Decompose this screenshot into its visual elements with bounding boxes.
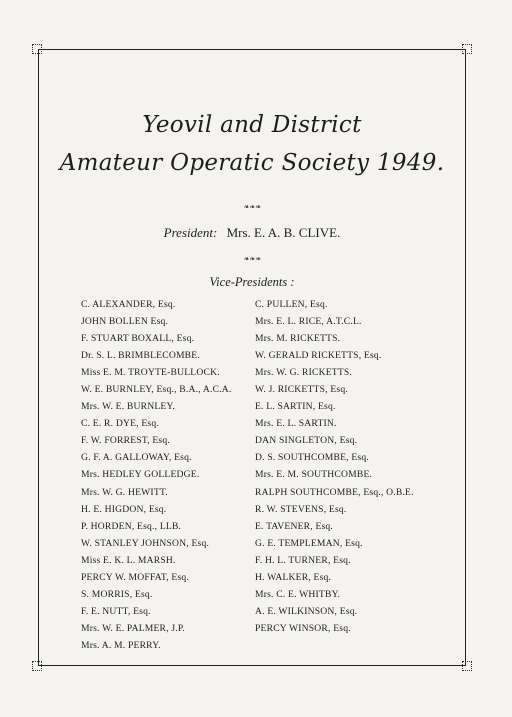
vice-president-name: S. MORRIS, Esq.	[81, 588, 153, 600]
vice-president-name: JOHN BOLLEN Esq.	[81, 316, 169, 328]
vice-president-name: E. L. SARTIN, Esq.	[255, 401, 336, 413]
ornament-divider: ❧❧❧	[243, 255, 261, 263]
vice-president-name: A. E. WILKINSON, Esq.	[255, 605, 358, 617]
vice-president-name: C. E. R. DYE, Esq.	[81, 418, 159, 430]
vice-president-name: Mrs. M. RICKETTS.	[255, 333, 341, 345]
vice-president-name: Mrs. W. G. HEWITT.	[81, 486, 168, 498]
vice-president-name: Mrs. W. E. BURNLEY.	[81, 401, 175, 413]
vice-president-name: G. F. A. GALLOWAY, Esq.	[81, 452, 192, 464]
corner-ornament	[462, 44, 472, 54]
vice-president-name: F. H. L. TURNER, Esq.	[255, 554, 351, 566]
president-role: President:	[163, 225, 218, 240]
vice-president-name: D. S. SOUTHCOMBE, Esq.	[255, 452, 369, 464]
vice-president-name: Mrs. HEDLEY GOLLEDGE.	[81, 469, 200, 481]
vice-president-name: R. W. STEVENS, Esq.	[255, 503, 347, 515]
vice-president-name: PERCY WINSOR, Esq.	[255, 622, 351, 634]
vice-president-name: E. TAVENER, Esq.	[255, 520, 334, 532]
vice-president-name: Mrs. E. L. RICE, A.T.C.L.	[255, 316, 362, 328]
title-line-2: Amateur Operatic Society 1949.	[59, 150, 445, 176]
vice-president-name: W. E. BURNLEY, Esq., B.A., A.C.A.	[81, 384, 232, 396]
vice-president-name: DAN SINGLETON, Esq.	[255, 435, 358, 447]
vice-president-name: C. PULLEN, Esq.	[255, 299, 328, 310]
vice-president-name: W. J. RICKETTS, Esq.	[255, 384, 348, 396]
vice-president-name: H. WALKER, Esq.	[255, 571, 332, 583]
ornament-divider: ❧❧❧	[243, 203, 261, 211]
vice-president-name: Dr. S. L. BRIMBLECOMBE.	[81, 350, 200, 362]
vice-president-name: PERCY W. MOFFAT, Esq.	[81, 571, 189, 583]
vice-president-name: W. STANLEY JOHNSON, Esq.	[81, 537, 210, 549]
vice-president-name: H. E. HIGDON, Esq.	[81, 503, 167, 515]
vice-president-name: F. E. NUTT, Esq.	[81, 605, 151, 617]
vice-president-name: C. ALEXANDER, Esq.	[81, 299, 176, 310]
vice-president-name: W. GERALD RICKETTS, Esq.	[255, 350, 382, 362]
vice-president-name: F. STUART BOXALL, Esq.	[81, 333, 195, 345]
vice-president-name: F. W. FORREST, Esq.	[81, 435, 170, 447]
vice-president-name: G. E. TEMPLEMAN, Esq.	[255, 537, 363, 549]
corner-ornament	[462, 661, 472, 671]
vice-president-name: RALPH SOUTHCOMBE, Esq., O.B.E.	[255, 486, 414, 498]
vice-president-name: Mrs. W. G. RICKETTS.	[255, 367, 353, 379]
vice-presidents-right-column	[255, 296, 414, 637]
vice-president-name: Miss E. M. TROYTE-BULLOCK.	[81, 367, 220, 379]
president-line	[38, 225, 466, 241]
vice-president-name: Mrs. C. E. WHITBY.	[255, 588, 341, 600]
vice-presidents-heading: Vice-Presidents :	[209, 275, 295, 289]
title-line-1: Yeovil and District	[142, 112, 362, 138]
vice-president-name: Miss E. K. L. MARSH.	[81, 554, 176, 566]
vice-president-name: P. HORDEN, Esq., LLB.	[81, 520, 182, 532]
vice-president-name: Mrs. E. L. SARTIN.	[255, 418, 337, 430]
vice-president-name: Mrs. W. E. PALMER, J.P.	[81, 622, 185, 634]
vice-president-name: Mrs. E. M. SOUTHCOMBE.	[255, 469, 373, 481]
vice-president-name: Mrs. A. M. PERRY.	[81, 639, 161, 651]
corner-ornament	[32, 661, 42, 671]
vice-presidents-left-column	[81, 296, 232, 654]
corner-ornament	[32, 44, 42, 54]
president-name: Mrs. E. A. B. CLIVE.	[226, 225, 341, 240]
